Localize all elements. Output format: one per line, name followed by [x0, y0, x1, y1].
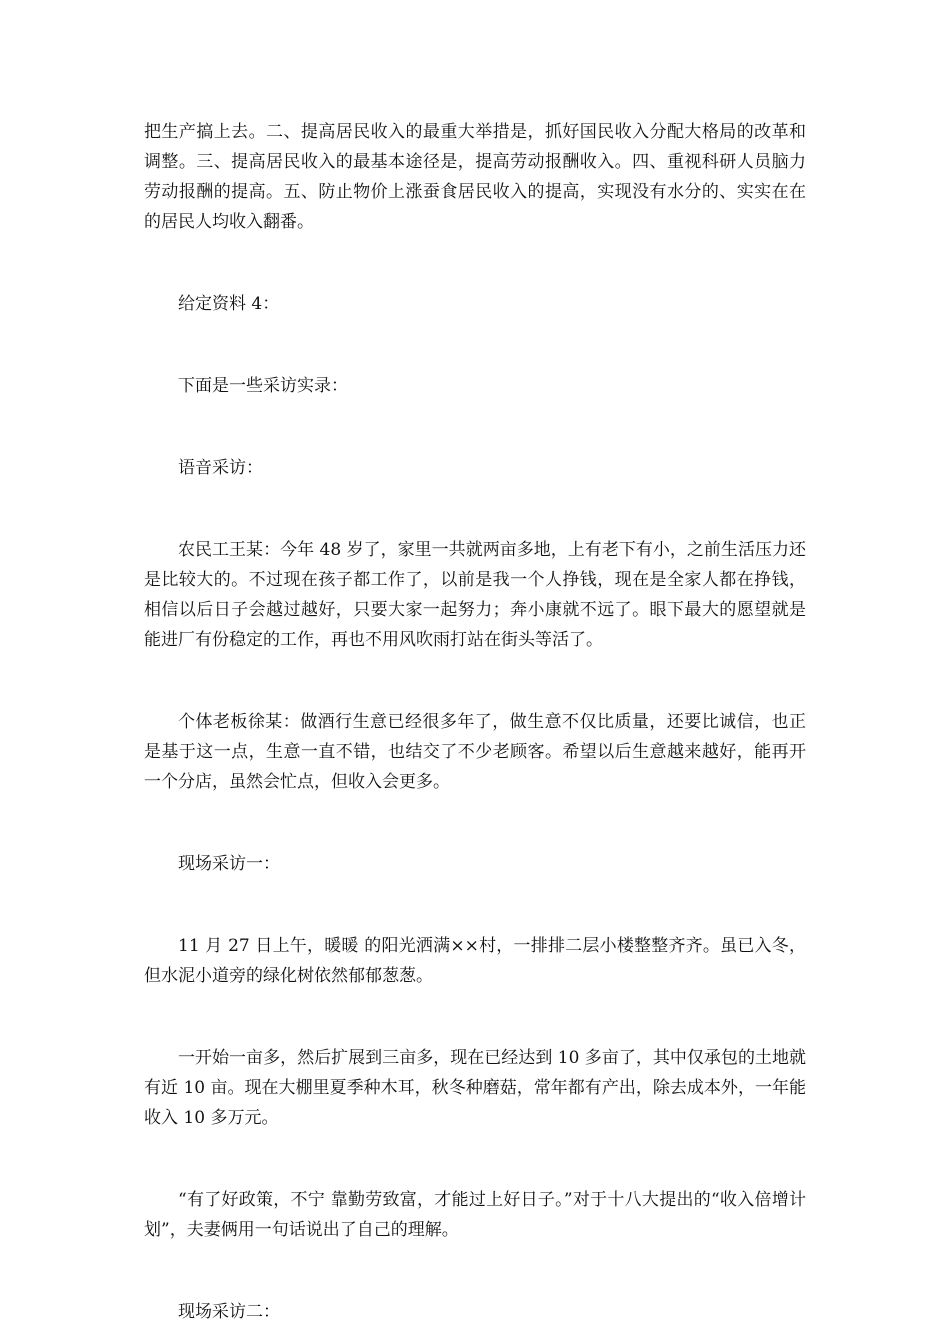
paragraph-village-scene: 11 月 27 日上午，暖暖 的阳光洒满××村，一排排二层小楼整整齐齐。虽已入冬，但水泥小道旁的绿化树依然郁郁葱葱。 [144, 936, 806, 986]
paragraph-wine-shop-owner: 个体老板徐某：做酒行生意已经很多年了，做生意不仅比质量，还要比诚信，也正是基于这一点，生意一直不错，也结交了不少老顾客。希望以后生意越来越好，能再开一个分店，虽然会忙点，但收入会更多。 [144, 712, 806, 792]
heading-material-4: 给定资料 4： [178, 294, 280, 314]
heading-field-interview-1: 现场采访一： [178, 854, 280, 874]
paragraph-greenhouse-income: 一开始一亩多，然后扩展到三亩多，现在已经达到 10 多亩了，其中仅承包的土地就有近 10 亩。现在大棚里夏季种木耳，秋冬种磨菇，常年都有产出，除去成本外，一年能收入 10 多万元。 [144, 1048, 806, 1128]
paragraph-couple-quote: “有了好政策，不宁 靠勤劳致富，才能过上好日子。”对于十八大提出的“收入倍增计划”，夫妻俩用一句话说出了自己的理解。 [144, 1190, 806, 1240]
paragraph-migrant-worker: 农民工王某：今年 48 岁了，家里一共就两亩多地，上有老下有小，之前生活压力还是比较大的。不过现在孩子都工作了，以前是我一个人挣钱，现在是全家人都在挣钱，相信以后日子会越过越好，只要大家一起努力；奔小康就不远了。眼下最大的愿望就是能进厂有份稳定的工作，再也不用风吹雨打站在街头等活了。 [144, 540, 806, 650]
paragraph-income-measures: 把生产搞上去。二、提高居民收入的最重大举措是，抓好国民收入分配大格局的改革和调整。三、提高居民收入的最基本途径是，提高劳动报酬收入。四、重视科研人员脑力劳动报酬的提高。五、防止物价上涨蚕食居民收入的提高，实现没有水分的、实实在在的居民人均收入翻番。 [144, 122, 806, 232]
heading-field-interview-2: 现场采访二： [178, 1302, 280, 1322]
heading-voice-interview: 语音采访： [178, 458, 263, 478]
document-body [144, 117, 806, 1327]
paragraph-interview-intro: 下面是一些采访实录： [178, 376, 348, 396]
